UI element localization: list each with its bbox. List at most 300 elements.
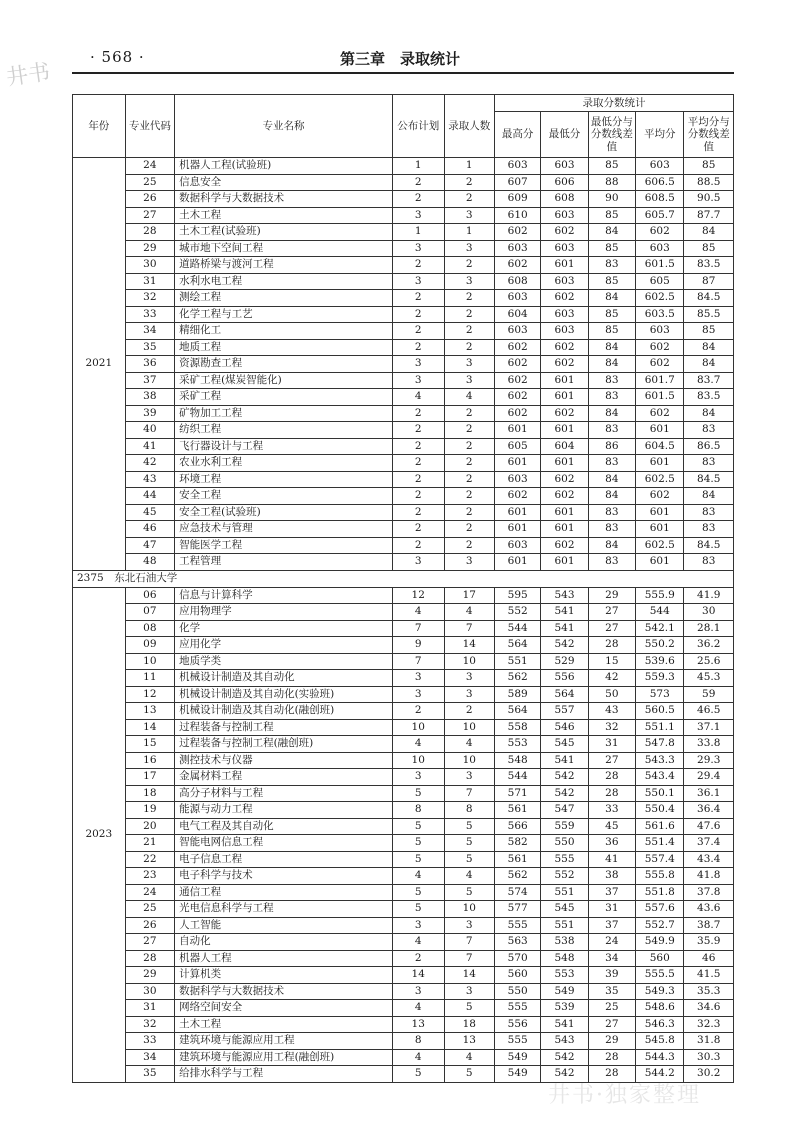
table-row	[73, 785, 734, 802]
table-cell: 36	[125, 356, 174, 373]
table-cell: 571	[495, 785, 541, 802]
table-cell: 83.7	[684, 372, 734, 389]
table-cell: 42	[588, 670, 635, 687]
table-row	[73, 901, 734, 918]
table-cell: 560	[636, 950, 684, 967]
col-code: 专业代码	[125, 95, 174, 158]
table-cell: 84	[588, 290, 635, 307]
table-cell: 608.5	[636, 191, 684, 208]
table-row	[73, 224, 734, 241]
table-row	[73, 769, 734, 786]
table-cell: 3	[392, 240, 444, 257]
table-cell: 607	[495, 174, 541, 191]
table-cell: 41.5	[684, 967, 734, 984]
table-cell: 13	[125, 703, 174, 720]
table-cell: 4	[392, 736, 444, 753]
table-row	[73, 934, 734, 951]
table-cell: 2	[444, 306, 495, 323]
table-row	[73, 884, 734, 901]
table-cell: 4	[392, 1049, 444, 1066]
table-cell: 603	[495, 537, 541, 554]
major-name-cell: 地质学类	[175, 653, 393, 670]
major-name-cell: 电子信息工程	[175, 851, 393, 868]
table-cell: 5	[392, 818, 444, 835]
table-cell: 84.5	[684, 471, 734, 488]
table-cell: 29	[588, 1033, 635, 1050]
table-cell: 603	[541, 158, 588, 175]
major-name-cell: 矿物加工工程	[175, 405, 393, 422]
table-cell: 602	[495, 356, 541, 373]
table-cell: 39	[125, 405, 174, 422]
table-cell: 06	[125, 587, 174, 604]
table-cell: 47.6	[684, 818, 734, 835]
table-cell: 548.6	[636, 1000, 684, 1017]
table-row	[73, 637, 734, 654]
table-cell: 561	[495, 802, 541, 819]
col-avg: 平均分	[636, 112, 684, 158]
table-cell: 38.7	[684, 917, 734, 934]
table-cell: 20	[125, 818, 174, 835]
table-row	[73, 752, 734, 769]
table-cell: 41.9	[684, 587, 734, 604]
table-cell: 604.5	[636, 438, 684, 455]
table-cell: 545	[541, 736, 588, 753]
table-cell: 559.3	[636, 670, 684, 687]
table-cell: 38	[125, 389, 174, 406]
table-cell: 601	[636, 504, 684, 521]
table-cell: 601	[541, 422, 588, 439]
table-cell: 551	[495, 653, 541, 670]
table-cell: 10	[444, 653, 495, 670]
major-name-cell: 过程装备与控制工程(融创班)	[175, 736, 393, 753]
table-cell: 37.8	[684, 884, 734, 901]
table-cell: 84	[684, 339, 734, 356]
table-cell: 3	[392, 356, 444, 373]
table-cell: 561	[495, 851, 541, 868]
table-cell: 33.8	[684, 736, 734, 753]
table-cell: 549	[541, 983, 588, 1000]
table-cell: 603	[636, 240, 684, 257]
major-name-cell: 土木工程(试验班)	[175, 224, 393, 241]
table-cell: 603	[636, 323, 684, 340]
table-cell: 549	[495, 1049, 541, 1066]
table-cell: 36.4	[684, 802, 734, 819]
major-name-cell: 机器人工程(试验班)	[175, 158, 393, 175]
table-cell: 84	[588, 488, 635, 505]
table-cell: 85	[684, 323, 734, 340]
table-cell: 84	[588, 356, 635, 373]
table-cell: 29.4	[684, 769, 734, 786]
table-cell: 544	[495, 620, 541, 637]
table-cell: 602	[495, 488, 541, 505]
table-cell: 5	[392, 835, 444, 852]
table-cell: 24	[588, 934, 635, 951]
table-cell: 1	[392, 158, 444, 175]
table-cell: 556	[495, 1016, 541, 1033]
table-cell: 552	[541, 868, 588, 885]
table-cell: 18	[125, 785, 174, 802]
table-cell: 83	[684, 504, 734, 521]
major-name-cell: 飞行器设计与工程	[175, 438, 393, 455]
table-cell: 10	[444, 901, 495, 918]
table-cell: 601	[541, 257, 588, 274]
table-cell: 603	[541, 207, 588, 224]
table-row	[73, 835, 734, 852]
year-cell: 2023	[73, 587, 126, 1082]
table-cell: 32	[125, 290, 174, 307]
table-cell: 557.4	[636, 851, 684, 868]
major-name-cell: 采矿工程	[175, 389, 393, 406]
table-cell: 3	[444, 273, 495, 290]
table-cell: 558	[495, 719, 541, 736]
table-cell: 551	[541, 917, 588, 934]
table-row	[73, 389, 734, 406]
table-cell: 3	[444, 240, 495, 257]
table-cell: 573	[636, 686, 684, 703]
table-cell: 42	[125, 455, 174, 472]
table-cell: 553	[541, 967, 588, 984]
admission-score-table	[72, 94, 734, 1083]
table-cell: 4	[392, 604, 444, 621]
table-row	[73, 471, 734, 488]
table-cell: 37.1	[684, 719, 734, 736]
table-cell: 43	[125, 471, 174, 488]
table-cell: 11	[125, 670, 174, 687]
table-cell: 30.2	[684, 1066, 734, 1083]
table-cell: 37	[588, 917, 635, 934]
table-cell: 603	[541, 273, 588, 290]
table-cell: 550.4	[636, 802, 684, 819]
table-cell: 2	[392, 339, 444, 356]
col-admitted: 录取人数	[444, 95, 495, 158]
table-cell: 2	[392, 422, 444, 439]
table-cell: 2	[392, 323, 444, 340]
table-cell: 602	[636, 356, 684, 373]
table-cell: 33	[125, 1033, 174, 1050]
table-cell: 14	[444, 967, 495, 984]
table-cell: 555.9	[636, 587, 684, 604]
table-cell: 10	[125, 653, 174, 670]
table-cell: 605	[636, 273, 684, 290]
table-cell: 601.5	[636, 257, 684, 274]
table-cell: 541	[541, 752, 588, 769]
table-cell: 544	[636, 604, 684, 621]
table-cell: 83.5	[684, 257, 734, 274]
table-cell: 2	[392, 174, 444, 191]
table-cell: 4	[392, 868, 444, 885]
table-cell: 561.6	[636, 818, 684, 835]
table-cell: 29	[125, 240, 174, 257]
table-cell: 5	[444, 818, 495, 835]
table-cell: 542	[541, 637, 588, 654]
table-cell: 36.1	[684, 785, 734, 802]
table-cell: 546	[541, 719, 588, 736]
table-row	[73, 422, 734, 439]
table-cell: 14	[392, 967, 444, 984]
table-cell: 40	[125, 422, 174, 439]
major-name-cell: 数据科学与大数据技术	[175, 983, 393, 1000]
table-cell: 9	[392, 637, 444, 654]
table-cell: 608	[541, 191, 588, 208]
table-cell: 29.3	[684, 752, 734, 769]
table-cell: 4	[444, 736, 495, 753]
table-cell: 45	[588, 818, 635, 835]
table-cell: 602	[495, 339, 541, 356]
table-cell: 582	[495, 835, 541, 852]
table-cell: 602	[495, 224, 541, 241]
header-rule	[72, 72, 734, 74]
table-cell: 84	[588, 471, 635, 488]
table-cell: 83	[588, 521, 635, 538]
table-cell: 2	[392, 537, 444, 554]
major-name-cell: 机械设计制造及其自动化(融创班)	[175, 703, 393, 720]
table-cell: 609	[495, 191, 541, 208]
col-min: 最低分	[541, 112, 588, 158]
col-avg-diff: 平均分与分数线差值	[684, 112, 734, 158]
table-cell: 37	[588, 884, 635, 901]
major-name-cell: 工程管理	[175, 554, 393, 571]
table-cell: 543.3	[636, 752, 684, 769]
table-cell: 31	[125, 273, 174, 290]
table-cell: 560.5	[636, 703, 684, 720]
table-cell: 550	[495, 983, 541, 1000]
table-cell: 603	[495, 471, 541, 488]
table-cell: 3	[444, 207, 495, 224]
table-cell: 564	[495, 703, 541, 720]
major-name-cell: 化学	[175, 620, 393, 637]
major-name-cell: 精细化工	[175, 323, 393, 340]
table-row	[73, 488, 734, 505]
table-cell: 3	[392, 372, 444, 389]
major-name-cell: 自动化	[175, 934, 393, 951]
major-name-cell: 水利水电工程	[175, 273, 393, 290]
table-cell: 608	[495, 273, 541, 290]
table-cell: 83	[684, 554, 734, 571]
table-row	[73, 851, 734, 868]
table-cell: 2	[444, 455, 495, 472]
table-cell: 25	[125, 901, 174, 918]
table-cell: 5	[392, 851, 444, 868]
table-cell: 4	[444, 604, 495, 621]
table-cell: 83	[684, 521, 734, 538]
table-cell: 36	[588, 835, 635, 852]
table-cell: 83	[588, 372, 635, 389]
table-row	[73, 1049, 734, 1066]
table-cell: 12	[125, 686, 174, 703]
major-name-cell: 城市地下空间工程	[175, 240, 393, 257]
table-cell: 603	[495, 323, 541, 340]
table-cell: 601	[541, 372, 588, 389]
table-cell: 3	[392, 686, 444, 703]
table-row	[73, 604, 734, 621]
table-cell: 543	[541, 587, 588, 604]
table-cell: 2	[444, 290, 495, 307]
table-cell: 543.4	[636, 769, 684, 786]
table-cell: 87.7	[684, 207, 734, 224]
table-cell: 555	[495, 1033, 541, 1050]
table-cell: 3	[392, 769, 444, 786]
table-cell: 602.5	[636, 290, 684, 307]
table-cell: 27	[125, 207, 174, 224]
table-cell: 5	[392, 785, 444, 802]
table-cell: 555.5	[636, 967, 684, 984]
table-cell: 566	[495, 818, 541, 835]
major-name-cell: 采矿工程(煤炭智能化)	[175, 372, 393, 389]
table-cell: 09	[125, 637, 174, 654]
table-cell: 549	[495, 1066, 541, 1083]
table-cell: 47	[125, 537, 174, 554]
table-cell: 549.3	[636, 983, 684, 1000]
table-cell: 541	[541, 1016, 588, 1033]
table-cell: 28	[125, 950, 174, 967]
table-cell: 602	[636, 488, 684, 505]
table-cell: 2	[392, 471, 444, 488]
table-cell: 84	[588, 339, 635, 356]
table-cell: 603	[541, 240, 588, 257]
table-cell: 5	[444, 835, 495, 852]
major-name-cell: 土木工程	[175, 1016, 393, 1033]
major-name-cell: 给排水科学与工程	[175, 1066, 393, 1083]
table-cell: 555.8	[636, 868, 684, 885]
major-name-cell: 测绘工程	[175, 290, 393, 307]
table-cell: 37	[125, 372, 174, 389]
table-cell: 26	[125, 917, 174, 934]
table-cell: 27	[588, 620, 635, 637]
table-cell: 84	[684, 224, 734, 241]
table-cell: 8	[444, 802, 495, 819]
table-cell: 83	[684, 455, 734, 472]
table-cell: 548	[495, 752, 541, 769]
table-cell: 8	[392, 1033, 444, 1050]
table-cell: 32.3	[684, 1016, 734, 1033]
table-cell: 41.8	[684, 868, 734, 885]
table-cell: 601	[541, 389, 588, 406]
table-row	[73, 1066, 734, 1083]
table-cell: 31	[125, 1000, 174, 1017]
table-cell: 33	[125, 306, 174, 323]
table-cell: 601	[636, 455, 684, 472]
table-cell: 605.7	[636, 207, 684, 224]
table-cell: 542	[541, 1066, 588, 1083]
table-cell: 601	[495, 455, 541, 472]
chapter-title: 第三章 录取统计	[340, 50, 461, 68]
table-cell: 2	[444, 438, 495, 455]
major-name-cell: 电子科学与技术	[175, 868, 393, 885]
major-name-cell: 数据科学与大数据技术	[175, 191, 393, 208]
table-row	[73, 537, 734, 554]
table-cell: 2	[444, 174, 495, 191]
table-cell: 84	[684, 488, 734, 505]
table-cell: 35	[125, 339, 174, 356]
table-cell: 541	[541, 604, 588, 621]
table-cell: 610	[495, 207, 541, 224]
major-name-cell: 计算机类	[175, 967, 393, 984]
year-cell: 2021	[73, 158, 126, 571]
major-name-cell: 能源与动力工程	[175, 802, 393, 819]
table-cell: 19	[125, 802, 174, 819]
table-cell: 549.9	[636, 934, 684, 951]
table-cell: 84	[588, 224, 635, 241]
table-row	[73, 686, 734, 703]
table-cell: 25	[588, 1000, 635, 1017]
table-cell: 604	[495, 306, 541, 323]
table-cell: 25	[125, 174, 174, 191]
major-name-cell: 环境工程	[175, 471, 393, 488]
table-row	[73, 1033, 734, 1050]
table-cell: 28	[588, 1066, 635, 1083]
table-cell: 3	[392, 554, 444, 571]
table-cell: 13	[392, 1016, 444, 1033]
table-cell: 30	[125, 983, 174, 1000]
table-cell: 603	[541, 306, 588, 323]
table-cell: 602	[541, 290, 588, 307]
table-cell: 2	[392, 306, 444, 323]
table-cell: 83	[684, 422, 734, 439]
table-cell: 83	[588, 504, 635, 521]
table-cell: 2	[444, 257, 495, 274]
table-row	[73, 455, 734, 472]
table-row	[73, 158, 734, 175]
table-cell: 14	[125, 719, 174, 736]
major-name-cell: 光电信息科学与工程	[175, 901, 393, 918]
table-cell: 601.5	[636, 389, 684, 406]
table-cell: 2	[444, 537, 495, 554]
table-cell: 606.5	[636, 174, 684, 191]
table-cell: 3	[392, 917, 444, 934]
table-row	[73, 1016, 734, 1033]
major-name-cell: 道路桥梁与渡河工程	[175, 257, 393, 274]
table-cell: 538	[541, 934, 588, 951]
major-name-cell: 过程装备与控制工程	[175, 719, 393, 736]
table-cell: 564	[541, 686, 588, 703]
table-cell: 547.8	[636, 736, 684, 753]
table-cell: 5	[444, 1066, 495, 1083]
table-cell: 577	[495, 901, 541, 918]
table-cell: 602	[636, 405, 684, 422]
table-cell: 603	[541, 323, 588, 340]
col-name: 专业名称	[175, 95, 393, 158]
table-cell: 4	[392, 389, 444, 406]
major-name-cell: 应急技术与管理	[175, 521, 393, 538]
table-row	[73, 257, 734, 274]
table-cell: 570	[495, 950, 541, 967]
table-cell: 2	[392, 703, 444, 720]
table-cell: 08	[125, 620, 174, 637]
table-cell: 15	[588, 653, 635, 670]
major-name-cell: 智能医学工程	[175, 537, 393, 554]
major-name-cell: 资源勘查工程	[175, 356, 393, 373]
table-cell: 602	[495, 257, 541, 274]
table-cell: 3	[444, 670, 495, 687]
university-row	[73, 570, 734, 587]
table-row	[73, 620, 734, 637]
table-row	[73, 323, 734, 340]
table-cell: 28	[588, 769, 635, 786]
table-row	[73, 967, 734, 984]
table-cell: 602	[495, 405, 541, 422]
table-cell: 601	[636, 521, 684, 538]
table-cell: 602	[636, 224, 684, 241]
table-cell: 35	[588, 983, 635, 1000]
table-cell: 602	[541, 356, 588, 373]
table-cell: 83	[588, 257, 635, 274]
table-cell: 548	[541, 950, 588, 967]
table-cell: 2	[444, 339, 495, 356]
table-cell: 553	[495, 736, 541, 753]
table-cell: 555	[495, 917, 541, 934]
table-cell: 34	[125, 323, 174, 340]
table-cell: 83	[588, 422, 635, 439]
